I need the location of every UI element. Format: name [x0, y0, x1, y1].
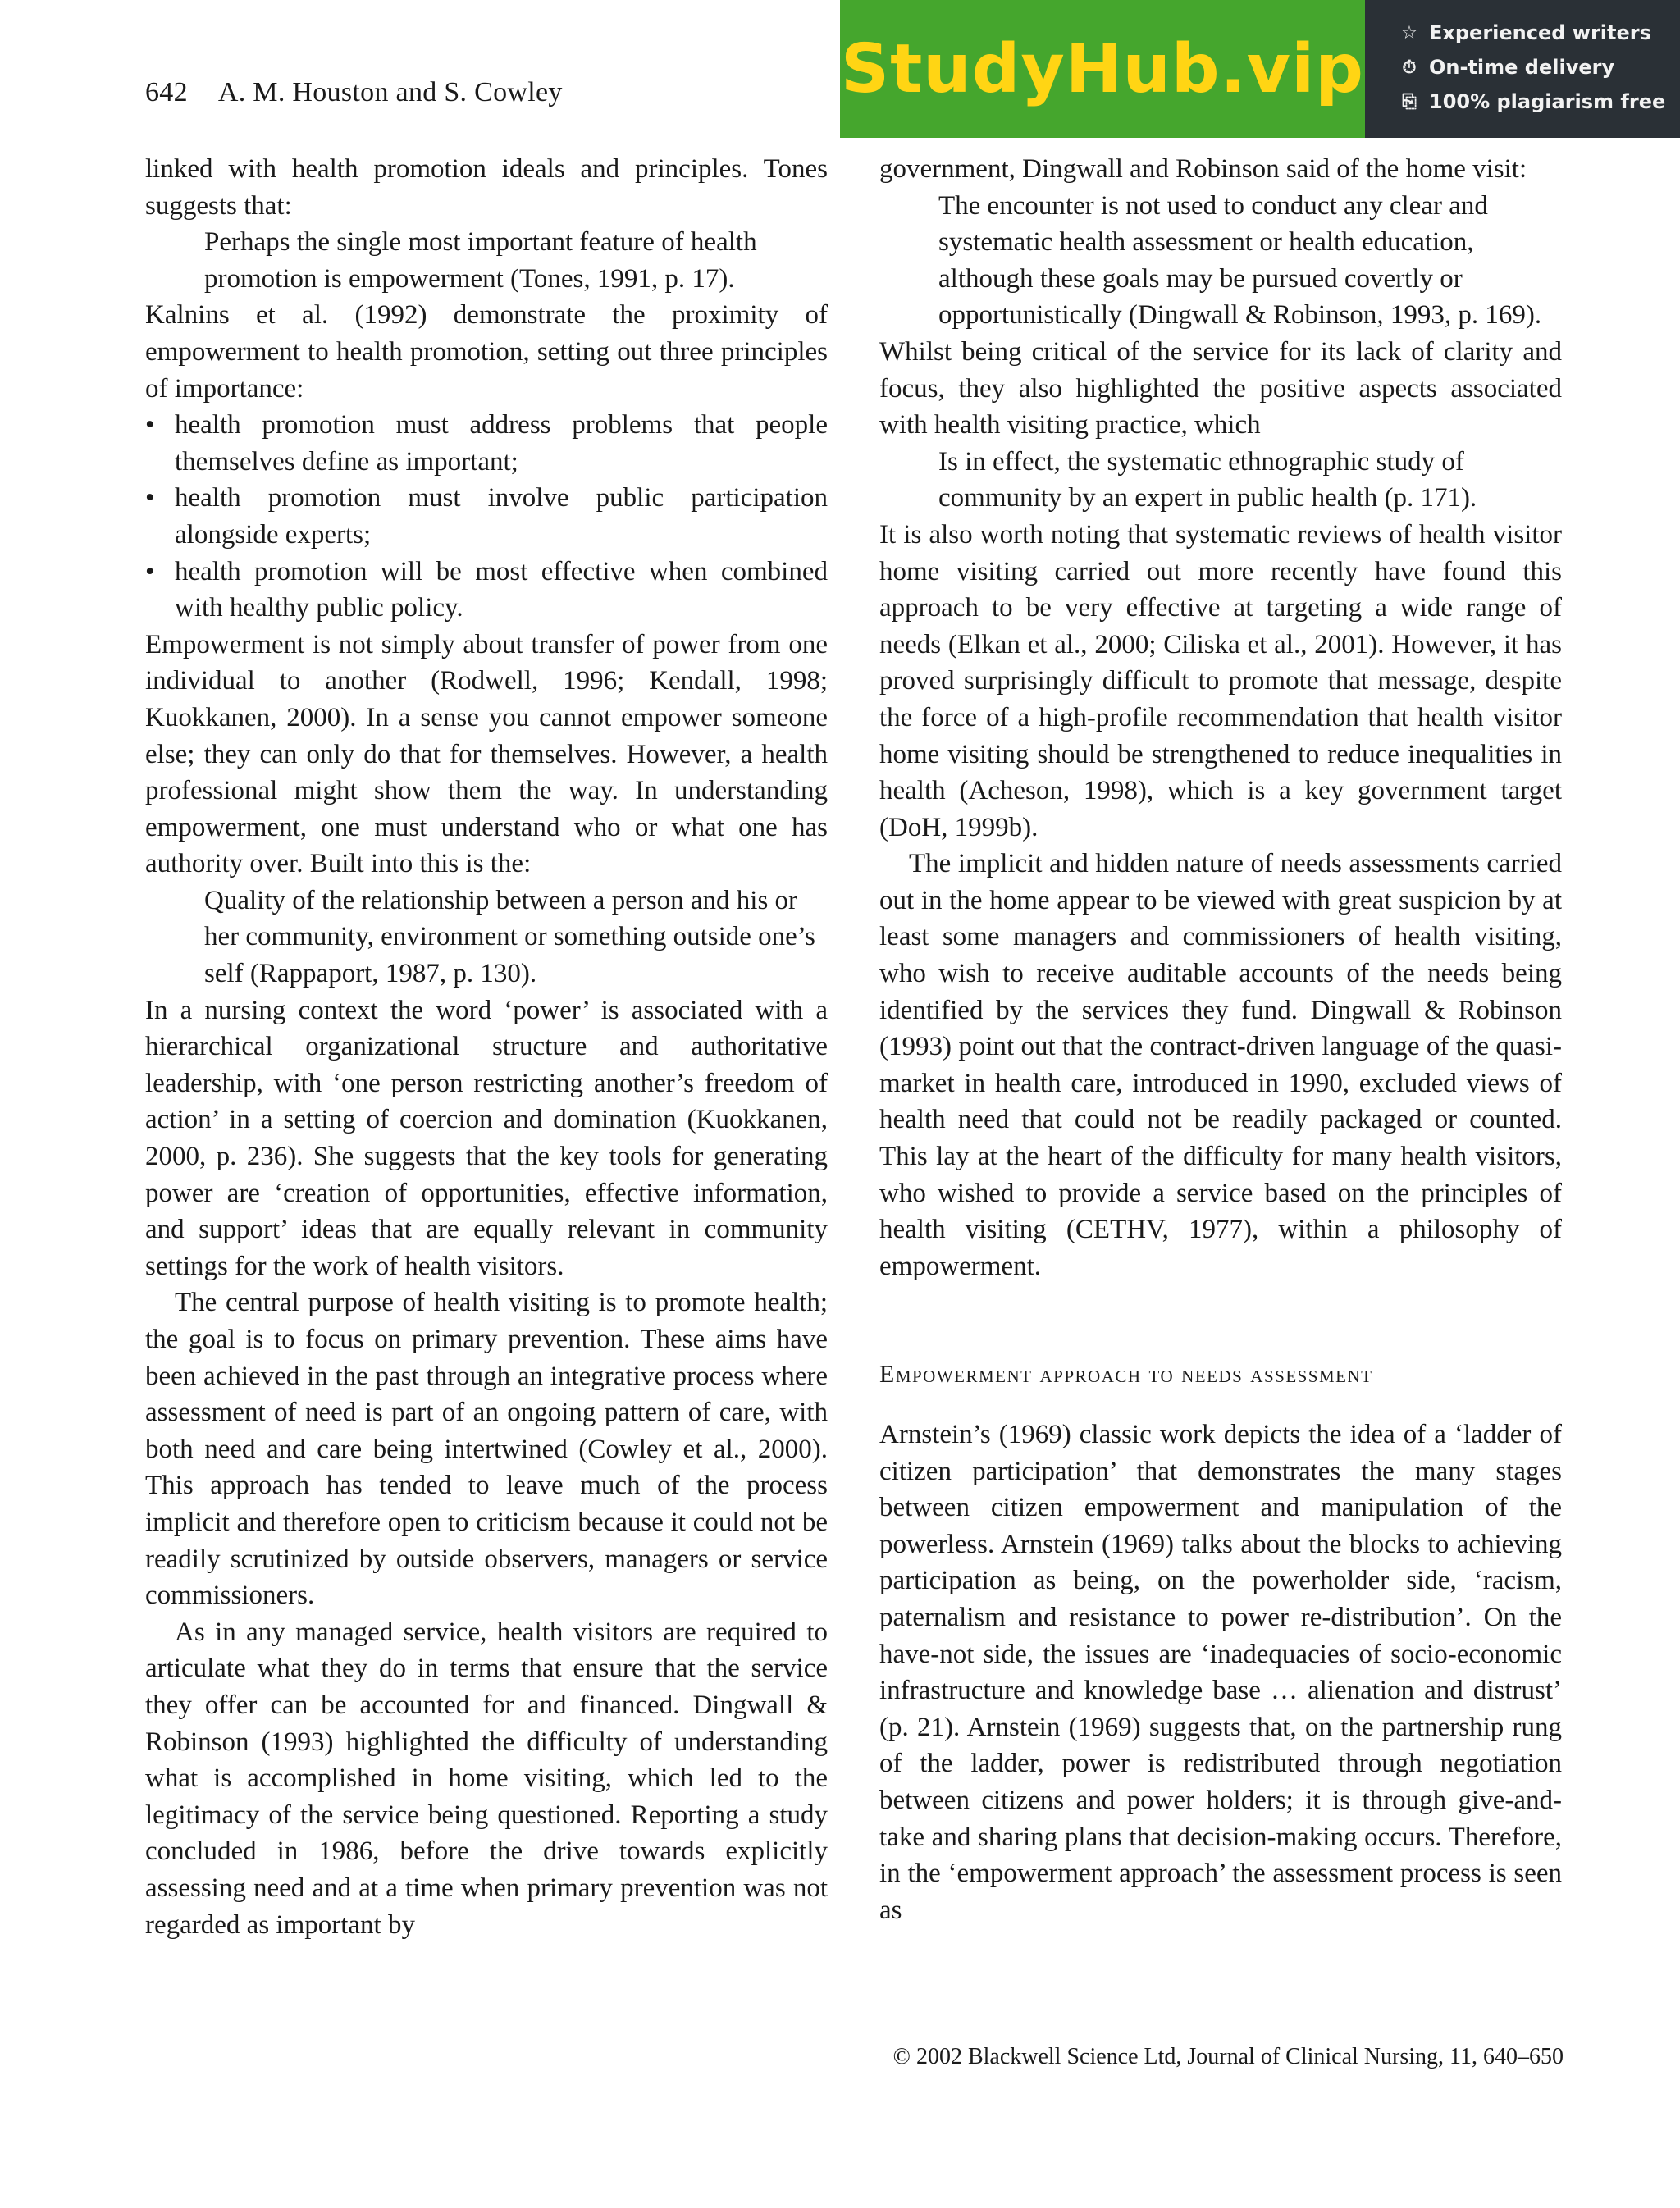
paragraph: Kalnins et al. (1992) demonstrate the proximity of empowerment to health promotion, setting out three principles of importance: — [145, 300, 828, 404]
paragraph: It is also worth noting that systematic reviews of health visitor home visiting carried out more recently have found this approach to be very effective at targeting a wide range of needs (Elkan et al., 2000; Ciliska et al., 2001). However, it has proved surprisingly difficult to promote that message, despite the force of a high-profile recommendation that health visitor home visiting should be strengthened to reduce inequalities in health (Acheson, 1998), which is a key government target (DoH, 1999b). — [879, 519, 1562, 842]
paragraph: linked with health promotion ideals and principles. Tones suggests that: — [145, 154, 828, 221]
block-quote: Perhaps the single most important feature of health promotion is empowerment (Tones, 1991, p. 17). — [204, 227, 757, 294]
feature-label: Experienced writers — [1429, 21, 1651, 44]
paragraph: government, Dingwall and Robinson said of the home visit: — [879, 154, 1527, 184]
feature-experienced-writers — [1398, 21, 1680, 44]
left-column — [145, 151, 828, 1943]
clock-icon: ⏱ — [1402, 57, 1417, 78]
block-quote: Quality of the relationship between a person and his or her community, environment or something outside one’s self (Rappaport, 1987, p. 130). — [204, 885, 815, 989]
feature-on-time-delivery — [1398, 56, 1680, 79]
paragraph: Arnstein’s (1969) classic work depicts the idea of a ‘ladder of citizen participation’ that demonstrates the many stages between citizen empowerment and manipulation of the powerless. Arnstein (1969) talks about the blocks to achieving participation as being, on the powerholder side, ‘racism, paternalism and resistance to power re-distribution’. On the have-not side, the issues are ‘inadequacies of socio-economic infrastructure and knowledge base … alienation and distrust’ (p. 21). Arnstein (1969) suggests that, on the partnership rung of the ladder, power is redistributed through negotiation between citizens and power holders; it is through give-and-take and sharing plans that decision-making occurs. Therefore, in the ‘empowerment approach’ the assessment process is seen as — [879, 1420, 1562, 1925]
block-quote: The encounter is not used to conduct any clear and systematic health assessment or health education, although these goals may be pursued covertly or opportunistically (Dingwall & Robinson, 1993, p. 169). — [938, 190, 1542, 331]
block-quote: Is in effect, the systematic ethnographic study of community by an expert in public health (p. 171). — [938, 446, 1477, 513]
list-item: • health promotion will be most effective when combined with healthy public policy. — [145, 554, 828, 627]
document-check-icon: ⎘ — [1402, 91, 1417, 112]
list-item: • health promotion must address problems that people themselves define as important; — [145, 407, 828, 480]
paragraph: In a nursing context the word ‘power’ is associated with a hierarchical organizational structure and authoritative leadership, with ‘one person restricting another’s freedom of action’ in a setting of coercion and domination (Kuokkanen, 2000, p. 236). She suggests that the key tools for generating power are ‘creation of opportunities, effective information, and support’ ideas that are equally relevant in community settings for the work of health visitors. — [145, 995, 828, 1281]
section-heading: Empowerment approach to needs assessment — [879, 1361, 1373, 1389]
paragraph: The central purpose of health visiting is to promote health; the goal is to focus on primary prevention. These aims have been achieved in the past through an integrative process where assessment of need is part of an ongoing pattern of care, with both need and care being intertwined (Cowley et al., 2000). This approach has tended to leave much of the process implicit and therefore open to criticism because it could not be readily scrutinized by outside observers, managers or service commissioners. — [145, 1288, 828, 1611]
banner-features — [1365, 0, 1680, 138]
paragraph: Whilst being critical of the service for its lack of clarity and focus, they also highlighted the positive aspects associated with health visiting practice, which — [879, 336, 1562, 440]
spacer — [879, 1284, 1562, 1357]
feature-label: 100% plagiarism free — [1429, 90, 1666, 113]
studyhub-logo[interactable] — [840, 0, 1365, 138]
copyright-footer: © 2002 Blackwell Science Ltd, Journal of Clinical Nursing, 11, 640–650 — [892, 2044, 1564, 2069]
running-head — [145, 77, 563, 108]
list-item: • health promotion must involve public participation alongside experts; — [145, 480, 828, 553]
paragraph: Empowerment is not simply about transfer of power from one individual to another (Rodwell, 1996; Kendall, 1998; Kuokkanen, 2000). In a sense you cannot empower someone else; they can only do that for themselves. However, a health professional might show them the way. In understanding empowerment, one must understand who or what one has authority over. Built into this is the: — [145, 629, 828, 879]
page-number: 642 — [145, 77, 188, 107]
feature-plagiarism-free — [1398, 90, 1680, 113]
feature-label: On-time delivery — [1429, 56, 1615, 79]
paragraph: As in any managed service, health visitors are required to articulate what they do in terms that ensure that the service they offer can be accounted for and financed. Dingwall & Robinson (1993) highlighted the difficulty of understanding what is accomplished in home visiting, which led to the legitimacy of the service being questioned. Reporting a study concluded in 1986, before the drive towards explicitly assessing need and at a time when primary prevention was not regarded as important by — [145, 1617, 828, 1940]
studyhub-logo-text: StudyHub.vip — [841, 30, 1364, 108]
studyhub-banner[interactable] — [840, 0, 1680, 138]
paragraph: The implicit and hidden nature of needs assessments carried out in the home appear to be viewed with great suspicion by at least some managers and commissioners of health visiting, who wish to receive auditable accounts of the needs being identified by the services they fund. Dingwall & Robinson (1993) point out that the contract-driven language of the quasi-market in health care, introduced in 1990, excluded views of health need that could not be readily packaged or counted. This lay at the heart of the difficulty for many health visitors, who wished to provide a service based on the principles of health visiting (CETHV, 1977), within a philosophy of empowerment. — [879, 849, 1562, 1281]
running-head-authors: A. M. Houston and S. Cowley — [217, 77, 563, 107]
right-column — [879, 151, 1562, 1928]
spacer — [879, 1394, 1562, 1416]
principles-list — [145, 407, 828, 627]
star-icon: ☆ — [1401, 22, 1418, 43]
